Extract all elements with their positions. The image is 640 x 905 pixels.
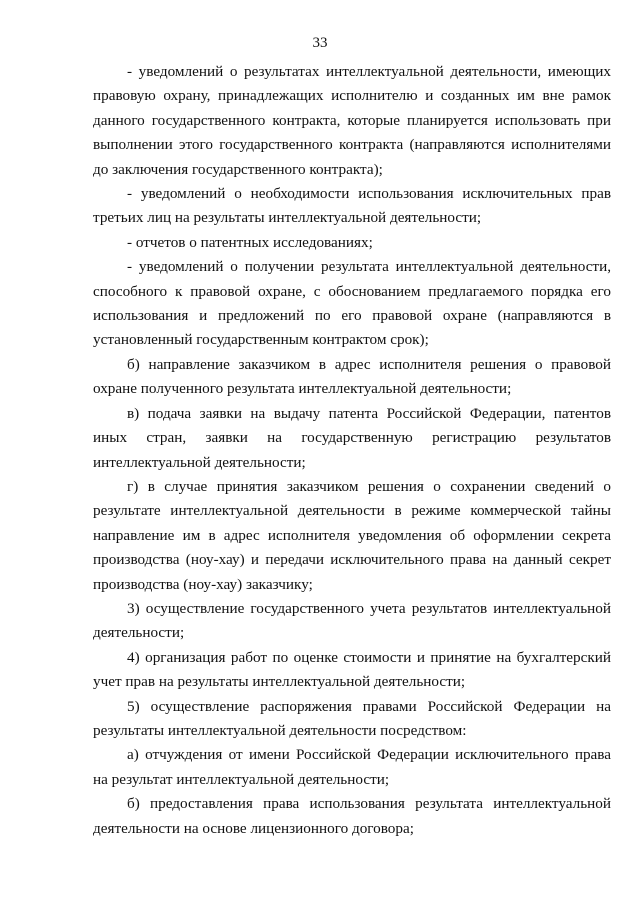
paragraph-notice-obtained-result: - уведомлений о получении результата интеллектуальной деятельности, способного к правовой охране, с обоснованием предлагаемого порядка его использования и предложений по его правовой охране (направляются в установленный государственным контрактом срок); [93,258,611,349]
paragraph-item-b-legal-protection-decision: б) направление заказчиком в адрес исполнителя решения о правовой охране полученного результата интеллектуальной деятельности; [93,355,611,398]
body-text [93,60,611,841]
page-number: 33 [312,35,328,51]
paragraph-item-g-trade-secret: г) в случае принятия заказчиком решения о сохранении сведений о результате интеллектуальной деятельности в режиме коммерческой тайны направление им в адрес исполнителя уведомления об оформлении секрета производства (ноу-хау) и передачи исключительного права на данный секрет производства (ноу-хау) заказчику; [93,477,611,593]
paragraph-item-v-patent-application: в) подача заявки на выдачу патента Российской Федерации, патентов иных стран, заявки на государственную регистрацию результатов интеллектуальной деятельности; [93,404,611,471]
paragraph-item-3-state-accounting: 3) осуществление государственного учета результатов интеллектуальной деятельности; [93,599,611,642]
paragraph-item-5-disposal-of-rights: 5) осуществление распоряжения правами Российской Федерации на результаты интеллектуальной деятельности посредством: [93,697,611,739]
paragraph-notice-existing-results: - уведомлений о результатах интеллектуальной деятельности, имеющих правовую охрану, принадлежащих исполнителю и созданных им вне рамок данного государственного контракта, которые планируется использовать при выполнении этого государственного контракта (направляются исполнителями до заключения государственного контракта); [93,63,611,178]
paragraph-notice-third-party-rights: - уведомлений о необходимости использования исключительных прав третьих лиц на результаты интеллектуальной деятельности; [93,185,611,227]
paragraph-subitem-b-license: б) предоставления права использования результата интеллектуальной деятельности на основе лицензионного договора; [93,795,611,837]
paragraph-patent-research-reports: - отчетов о патентных исследованиях; [127,233,373,251]
paragraph-item-4-valuation: 4) организация работ по оценке стоимости и принятие на бухгалтерский учет прав на результаты интеллектуальной деятельности; [93,648,611,691]
paragraph-subitem-a-alienation: а) отчуждения от имени Российской Федерации исключительного права на результат интеллектуальной деятельности; [93,746,611,788]
